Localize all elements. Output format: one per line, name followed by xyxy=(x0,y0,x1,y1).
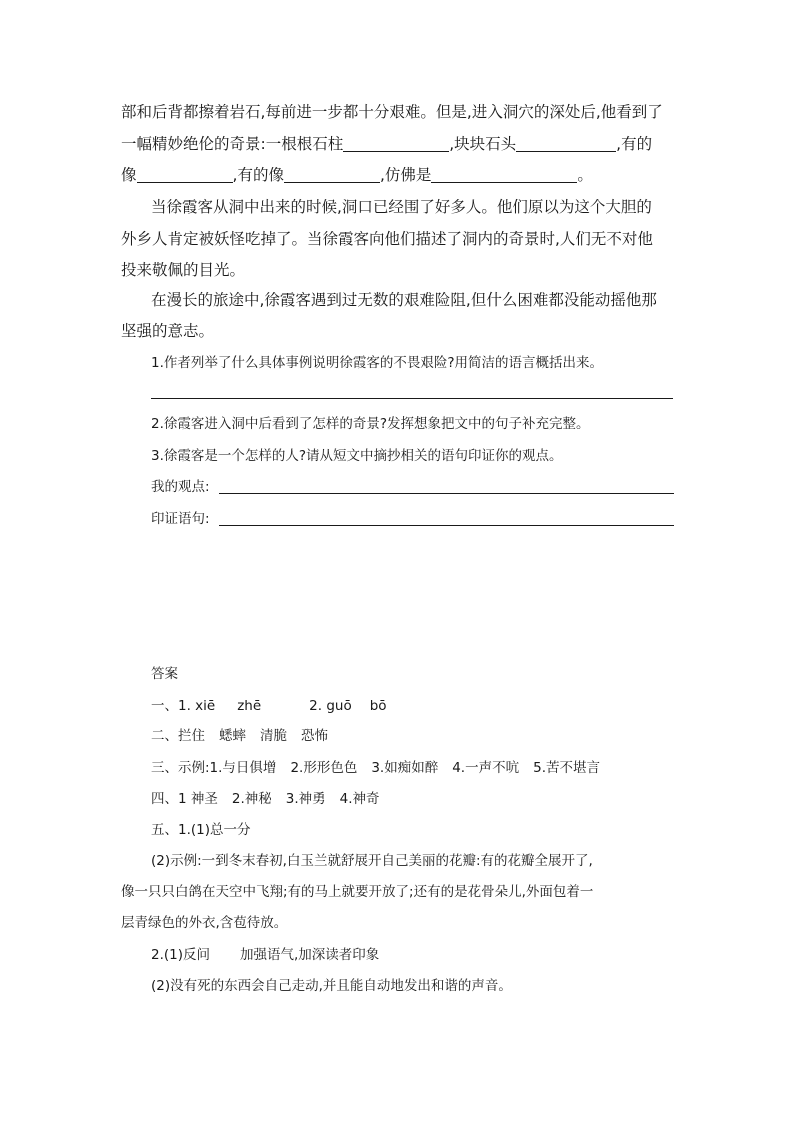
view-label: 我的观点: xyxy=(151,479,210,495)
passage-text: ,有的像 xyxy=(232,166,284,184)
answer-item: zhē xyxy=(237,698,262,714)
answer-item: 2. guō xyxy=(309,698,352,714)
passage-text: 。 xyxy=(577,166,593,184)
passage-line: 部和后背都擦着岩石,每前进一步都十分艰难。但是,进入洞穴的深处后,他看到了 xyxy=(121,103,663,121)
passage-line-with-blanks xyxy=(121,134,681,154)
passage-line: 坚强的意志。 xyxy=(121,322,215,340)
answer-section-1 xyxy=(151,696,711,716)
fill-blank-stone-pillars[interactable] xyxy=(343,135,449,152)
answer-section-3 xyxy=(151,758,711,778)
passage-text: 像 xyxy=(121,166,137,184)
answer-item: 蟋蟀 xyxy=(219,728,246,744)
answer-line-q1[interactable] xyxy=(151,398,673,399)
answer-item: 5.苦不堪言 xyxy=(533,760,600,776)
answer-section-5: 五、1.(1)总一分 xyxy=(151,822,251,838)
answer-item: bō xyxy=(369,698,387,714)
question-1: 1.作者列举了什么具体事例说明徐霞客的不畏艰险?用简洁的语言概括出来。 xyxy=(151,355,604,371)
answer-item: 2.神秘 xyxy=(231,791,272,807)
answer-item: 3.如痴如醉 xyxy=(371,760,439,776)
passage-line-with-blanks xyxy=(121,165,681,185)
answer-item: 四、1 神圣 xyxy=(151,791,218,807)
answer-item-rhetoric xyxy=(151,945,711,965)
answer-paragraph: 像一只只白鸽在天空中飞翔;有的马上就要开放了;还有的是花骨朵儿,外面包着一 xyxy=(121,884,594,900)
answer-item: 三、示例:1.与日俱增 xyxy=(151,760,277,776)
answer-item: 3.神勇 xyxy=(285,791,326,807)
answer-item: 4.一声不吭 xyxy=(452,760,520,776)
answer-item: 二、拦住 xyxy=(151,728,205,744)
answer-item: 4.神奇 xyxy=(339,791,380,807)
fill-blank-as-if[interactable] xyxy=(431,166,577,183)
answers-heading: 答案 xyxy=(151,666,178,682)
answer-item: 恐怖 xyxy=(301,728,328,744)
answer-item: 2.(1)反问 xyxy=(151,947,211,963)
answer-paragraph: (2)没有死的东西会自己走动,并且能自动地发出和谐的声音。 xyxy=(151,978,512,994)
answer-item: 2.形形色色 xyxy=(290,760,358,776)
answer-item: 清脆 xyxy=(260,728,287,744)
fill-blank-stones[interactable] xyxy=(516,135,616,152)
answer-line-view[interactable] xyxy=(219,493,674,494)
passage-line: 外乡人肯定被妖怪吃掉了。当徐霞客向他们描述了洞内的奇景时,人们无不对他 xyxy=(121,230,653,248)
answer-line-evidence[interactable] xyxy=(219,525,674,526)
answer-paragraph: 层青绿色的外衣,含苞待放。 xyxy=(121,915,288,931)
answer-section-4 xyxy=(151,789,711,809)
question-3: 3.徐霞客是一个怎样的人?请从短文中摘抄相关的语句印证你的观点。 xyxy=(151,448,563,464)
passage-text: ,块块石头 xyxy=(449,135,517,153)
question-2: 2.徐霞客进入洞中后看到了怎样的奇景?发挥想象把文中的句子补充完整。 xyxy=(151,416,590,432)
answer-item: 加强语气,加深读者印象 xyxy=(240,947,380,963)
passage-line: 当徐霞客从洞中出来的时候,洞口已经围了好多人。他们原以为这个大胆的 xyxy=(151,198,652,216)
passage-text: ,有的 xyxy=(616,135,653,153)
passage-line: 在漫长的旅途中,徐霞客遇到过无数的艰难险阻,但什么困难都没能动摇他那 xyxy=(151,291,657,309)
fill-blank-like-1[interactable] xyxy=(137,166,233,183)
passage-text: ,仿佛是 xyxy=(379,166,432,184)
passage-line: 投来敬佩的目光。 xyxy=(121,261,246,279)
passage-text: 一幅精妙绝伦的奇景:一根根石柱 xyxy=(121,135,344,153)
answer-section-2 xyxy=(151,726,711,746)
answer-paragraph: (2)示例:一到冬末春初,白玉兰就舒展开自己美丽的花瓣:有的花瓣全展开了, xyxy=(151,853,593,869)
evidence-label: 印证语句: xyxy=(151,511,210,527)
fill-blank-like-2[interactable] xyxy=(284,166,380,183)
answer-item: 一、1. xiē xyxy=(151,698,216,714)
